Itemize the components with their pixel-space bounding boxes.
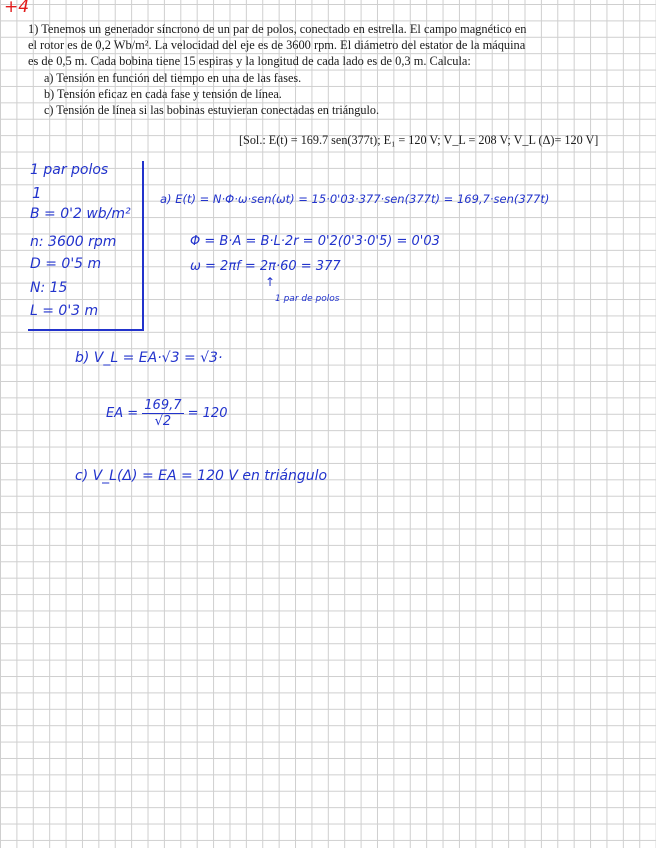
given-n: n: 3600 rpm: [30, 234, 117, 250]
work-b-equation: b) V_L = EA·√3 = √3·: [75, 350, 223, 366]
work-omega-equation: ω = 2πf = 2π·60 = 377: [190, 259, 341, 274]
ea-rhs: = 120: [187, 406, 228, 421]
given-b: B = 0'2 wb/m²: [30, 206, 131, 222]
problem-line-2: el rotor es de 0,2 Wb/m². La velocidad del eje es de 3600 rpm. El diámetro del estator de la máquina: [28, 38, 526, 52]
solution-line: [Sol.: E(t) = 169.7 sen(377t); E₁ = 120 V; V_L = 208 V; V_L (Δ)= 120 V]: [239, 133, 599, 147]
ea-fraction: [142, 398, 183, 429]
work-ea-fraction: [106, 398, 227, 429]
problem-line-3: es de 0,5 m. Cada bobina tiene 15 espiras y la longitud de cada lado es de 0,3 m. Calcula:: [28, 54, 471, 68]
note-arrow: ↑: [265, 275, 276, 289]
given-coils: N: 15: [30, 280, 68, 296]
problem-item-a: a) Tensión en función del tiempo en una de las fases.: [44, 71, 302, 85]
given-poles: 1 par polos: [30, 162, 109, 178]
problem-item-c: c) Tensión de línea si las bobinas estuvieran conectadas en triángulo.: [44, 103, 379, 117]
work-c-equation: c) V_L(Δ) = EA = 120 V en triángulo: [75, 468, 328, 484]
ea-numerator: 169,7: [144, 398, 182, 413]
work-a-equation: a) E(t) = N·Φ·ω·sen(ωt) = 15·0'03·377·sen(377t) = 169,7·sen(377t): [160, 192, 550, 206]
work-note-poles: 1 par de polos: [275, 294, 340, 304]
ea-denominator: √2: [154, 414, 172, 429]
given-d: D = 0'5 m: [30, 256, 102, 272]
problem-line-1: 1) Tenemos un generador síncrono de un par de polos, conectado en estrella. El campo magnético en: [28, 22, 527, 36]
page-tag: +4: [4, 0, 30, 17]
problem-item-b: b) Tensión eficaz en cada fase y tensión de línea.: [44, 87, 282, 101]
given-length: L = 0'3 m: [30, 303, 99, 319]
work-flux-equation: Φ = B·A = B·L·2r = 0'2(0'3·0'5) = 0'03: [190, 234, 440, 249]
given-pair: 1: [32, 184, 42, 202]
ea-lhs: EA =: [106, 406, 139, 421]
